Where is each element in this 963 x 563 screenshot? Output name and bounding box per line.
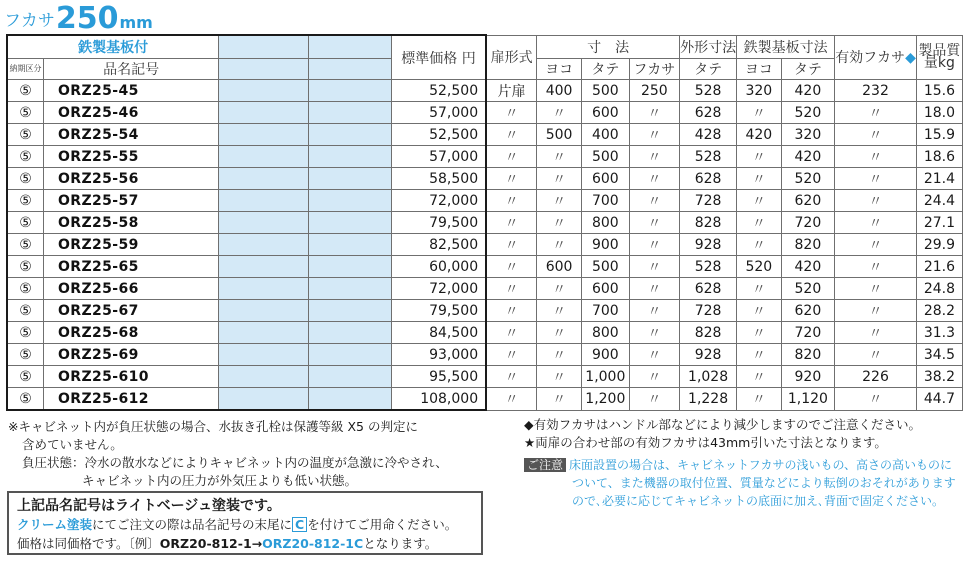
dim-height: 400	[582, 124, 630, 146]
part-number: ORZ25-54	[43, 124, 218, 146]
plate-width: 〃	[737, 146, 782, 168]
dim-width: 〃	[537, 168, 582, 190]
dim-width: 〃	[537, 366, 582, 388]
caution-note	[524, 456, 956, 510]
header-blank-3	[219, 59, 309, 80]
dim-width: 〃	[537, 322, 582, 344]
dim-depth: 〃	[629, 388, 679, 411]
effective-depth: 〃	[835, 322, 917, 344]
dim-depth: 〃	[629, 234, 679, 256]
box-headline: 上記品名記号はライトベージュ塗装です。	[17, 498, 281, 514]
outer-height: 1,228	[680, 388, 737, 411]
weight: 28.2	[916, 300, 962, 322]
door-type: 〃	[486, 300, 537, 322]
blank-cell	[219, 322, 309, 344]
door-type: 〃	[486, 234, 537, 256]
note-line: キャビネット内の圧力が外気圧よりも低い状態。	[82, 473, 358, 488]
dim-depth: 〃	[629, 212, 679, 234]
example-to: ORZ20-812-1C	[262, 536, 364, 551]
effective-depth: 〃	[835, 300, 917, 322]
weight: 34.5	[916, 344, 962, 366]
blank-cell	[309, 278, 392, 300]
outer-height: 628	[680, 168, 737, 190]
dim-depth: 〃	[629, 190, 679, 212]
weight: 15.9	[916, 124, 962, 146]
note-line: 含めていません。	[22, 437, 123, 452]
table-row	[7, 388, 963, 411]
plate-height: 420	[781, 80, 835, 102]
part-number: ORZ25-69	[43, 344, 218, 366]
dim-width: 〃	[537, 278, 582, 300]
blank-cell	[219, 168, 309, 190]
weight: 27.1	[916, 212, 962, 234]
effective-depth: 〃	[835, 388, 917, 411]
price: 93,000	[391, 344, 486, 366]
header-blank-1	[219, 35, 309, 59]
dim-height: 600	[582, 168, 630, 190]
table-row	[7, 102, 963, 124]
plate-height: 820	[781, 344, 835, 366]
part-number: ORZ25-58	[43, 212, 218, 234]
blank-cell	[219, 190, 309, 212]
effective-depth: 〃	[835, 256, 917, 278]
plate-height: 420	[781, 146, 835, 168]
blank-cell	[309, 124, 392, 146]
note-line: ★両扉の合わせ部の有効フカサは43mm引いた寸法となります。	[524, 435, 887, 450]
effective-depth: 〃	[835, 146, 917, 168]
price: 52,500	[391, 80, 486, 102]
color-order-box	[7, 491, 483, 555]
dim-height: 1,000	[582, 366, 630, 388]
blank-cell	[219, 146, 309, 168]
title-prefix: フカサ	[4, 11, 55, 31]
effective-depth: 〃	[835, 190, 917, 212]
outer-height: 528	[680, 256, 737, 278]
dim-width: 〃	[537, 344, 582, 366]
price: 60,000	[391, 256, 486, 278]
dim-depth: 〃	[629, 300, 679, 322]
header-plate-width: ヨコ	[737, 59, 782, 80]
weight: 24.8	[916, 278, 962, 300]
plate-height: 520	[781, 278, 835, 300]
table-row	[7, 212, 963, 234]
outer-height: 928	[680, 344, 737, 366]
delivery-icon: ⑤	[7, 102, 43, 124]
blank-cell	[219, 256, 309, 278]
dim-height: 600	[582, 102, 630, 124]
plate-width: 〃	[737, 102, 782, 124]
dim-height: 700	[582, 190, 630, 212]
delivery-icon: ⑤	[7, 366, 43, 388]
plate-height: 620	[781, 300, 835, 322]
price: 108,000	[391, 388, 486, 411]
weight: 18.6	[916, 146, 962, 168]
blank-cell	[309, 344, 392, 366]
dim-width: 〃	[537, 190, 582, 212]
door-type: 〃	[486, 322, 537, 344]
table-row	[7, 344, 963, 366]
plate-height: 520	[781, 102, 835, 124]
blank-cell	[309, 366, 392, 388]
effective-depth: 〃	[835, 234, 917, 256]
header-effective-depth: 有効フカサ◆	[835, 35, 917, 80]
header-dimensions: 寸 法	[537, 35, 680, 59]
blank-cell	[219, 124, 309, 146]
table-row	[7, 278, 963, 300]
caution-badge: ご注意	[524, 458, 566, 472]
part-number: ORZ25-56	[43, 168, 218, 190]
weight: 44.7	[916, 388, 962, 411]
delivery-icon: ⑤	[7, 168, 43, 190]
dim-depth: 〃	[629, 168, 679, 190]
part-number: ORZ25-612	[43, 388, 218, 411]
cream-paint-label: クリーム塗装	[17, 517, 93, 532]
blank-cell	[309, 234, 392, 256]
dim-width: 400	[537, 80, 582, 102]
plate-width: 〃	[737, 344, 782, 366]
dim-height: 500	[582, 146, 630, 168]
delivery-icon: ⑤	[7, 212, 43, 234]
price: 95,500	[391, 366, 486, 388]
part-number: ORZ25-67	[43, 300, 218, 322]
delivery-icon: ⑤	[7, 124, 43, 146]
dim-depth: 〃	[629, 124, 679, 146]
price: 52,500	[391, 124, 486, 146]
plate-width: 〃	[737, 212, 782, 234]
blank-cell	[309, 388, 392, 411]
blank-cell	[219, 300, 309, 322]
door-type: 〃	[486, 344, 537, 366]
plate-height: 820	[781, 234, 835, 256]
effective-depth: 〃	[835, 344, 917, 366]
c-suffix-badge: C	[292, 517, 307, 532]
plate-width: 420	[737, 124, 782, 146]
weight: 24.4	[916, 190, 962, 212]
door-type: 〃	[486, 124, 537, 146]
door-type: 〃	[486, 278, 537, 300]
plate-height: 720	[781, 212, 835, 234]
header-blank-2	[309, 35, 392, 59]
weight: 29.9	[916, 234, 962, 256]
part-number: ORZ25-45	[43, 80, 218, 102]
price: 58,500	[391, 168, 486, 190]
caution-line: 床面設置の場合は、キャビネットフカサの浅いもの、高さの高いものに	[569, 458, 953, 472]
table-row	[7, 256, 963, 278]
weight: 31.3	[916, 322, 962, 344]
weight: 21.4	[916, 168, 962, 190]
dim-depth: 〃	[629, 366, 679, 388]
table-row	[7, 168, 963, 190]
note-line: 負圧状態：冷水の散水などによりキャビネット内の温度が急激に冷やされ、	[22, 455, 448, 470]
caution-line: ので､必要に応じてキャビネットの底面に加え､背面で固定ください｡	[572, 494, 939, 508]
door-type: 〃	[486, 256, 537, 278]
outer-height: 628	[680, 102, 737, 124]
delivery-icon: ⑤	[7, 278, 43, 300]
plate-height: 520	[781, 168, 835, 190]
header-dim-depth: フカサ	[629, 59, 679, 80]
blank-cell	[309, 102, 392, 124]
table-row	[7, 322, 963, 344]
plate-width: 〃	[737, 234, 782, 256]
outer-height: 728	[680, 300, 737, 322]
outer-height: 728	[680, 190, 737, 212]
price: 82,500	[391, 234, 486, 256]
blank-cell	[219, 344, 309, 366]
dim-height: 900	[582, 234, 630, 256]
dim-depth: 〃	[629, 102, 679, 124]
plate-height: 320	[781, 124, 835, 146]
dim-height: 500	[582, 256, 630, 278]
delivery-icon: ⑤	[7, 190, 43, 212]
note-effective-depth	[524, 416, 921, 452]
dim-width: 〃	[537, 234, 582, 256]
blank-cell	[309, 212, 392, 234]
outer-height: 828	[680, 322, 737, 344]
plate-width: 〃	[737, 322, 782, 344]
outer-height: 428	[680, 124, 737, 146]
dim-depth: 〃	[629, 322, 679, 344]
box-line-2: クリーム塗装にてご注文の際は品名記号の末尾に C を付けてご用命ください。	[17, 517, 458, 532]
weight: 21.6	[916, 256, 962, 278]
dim-width: 〃	[537, 212, 582, 234]
blank-cell	[309, 190, 392, 212]
part-number: ORZ25-57	[43, 190, 218, 212]
header-price: 標準価格 円	[391, 35, 486, 80]
part-number: ORZ25-55	[43, 146, 218, 168]
part-number: ORZ25-66	[43, 278, 218, 300]
part-number: ORZ25-610	[43, 366, 218, 388]
weight: 18.0	[916, 102, 962, 124]
dim-width: 500	[537, 124, 582, 146]
plate-height: 420	[781, 256, 835, 278]
blank-cell	[309, 322, 392, 344]
door-type: 〃	[486, 388, 537, 411]
title-unit: mm	[119, 13, 153, 32]
plate-width: 〃	[737, 366, 782, 388]
table-row	[7, 146, 963, 168]
dim-depth: 250	[629, 80, 679, 102]
delivery-icon: ⑤	[7, 80, 43, 102]
title-depth: 250	[55, 1, 119, 36]
dim-height: 800	[582, 212, 630, 234]
price: 72,000	[391, 190, 486, 212]
outer-height: 928	[680, 234, 737, 256]
delivery-icon: ⑤	[7, 322, 43, 344]
dim-width: 600	[537, 256, 582, 278]
dim-width: 〃	[537, 102, 582, 124]
effective-depth: 〃	[835, 124, 917, 146]
price: 84,500	[391, 322, 486, 344]
outer-height: 528	[680, 80, 737, 102]
header-outer-height: タテ	[680, 59, 737, 80]
plate-width: 〃	[737, 300, 782, 322]
caution-line: ついて、また機器の取付位置、質量などにより転倒のおそれがあります	[572, 476, 956, 490]
dim-height: 800	[582, 322, 630, 344]
effective-depth: 〃	[835, 102, 917, 124]
header-blank-4	[309, 59, 392, 80]
plate-height: 1,120	[781, 388, 835, 411]
delivery-icon: ⑤	[7, 388, 43, 411]
depth-title	[4, 0, 153, 34]
part-number: ORZ25-68	[43, 322, 218, 344]
door-type: 片扉	[486, 80, 537, 102]
table-row	[7, 234, 963, 256]
price: 57,000	[391, 146, 486, 168]
blank-cell	[309, 146, 392, 168]
blank-cell	[219, 366, 309, 388]
dim-depth: 〃	[629, 256, 679, 278]
plate-width: 〃	[737, 168, 782, 190]
price: 79,500	[391, 300, 486, 322]
dim-width: 〃	[537, 300, 582, 322]
note-negative-pressure	[8, 418, 448, 490]
dim-width: 〃	[537, 388, 582, 411]
effective-depth: 〃	[835, 278, 917, 300]
header-plate-height: タテ	[781, 59, 835, 80]
plate-height: 920	[781, 366, 835, 388]
outer-height: 528	[680, 146, 737, 168]
door-type: 〃	[486, 146, 537, 168]
weight: 38.2	[916, 366, 962, 388]
header-dim-width: ヨコ	[537, 59, 582, 80]
blank-cell	[219, 80, 309, 102]
plate-width: 〃	[737, 190, 782, 212]
outer-height: 628	[680, 278, 737, 300]
plate-width: 520	[737, 256, 782, 278]
plate-height: 720	[781, 322, 835, 344]
note-line: ◆有効フカサはハンドル部などにより減少しますのでご注意ください。	[524, 417, 921, 432]
delivery-icon: ⑤	[7, 344, 43, 366]
header-weight: 製品質量kg	[916, 35, 962, 80]
dim-depth: 〃	[629, 278, 679, 300]
door-type: 〃	[486, 102, 537, 124]
delivery-icon: ⑤	[7, 234, 43, 256]
header-plate: 鉄製基板寸法	[737, 35, 835, 59]
header-door: 扉形式	[486, 35, 537, 80]
effective-depth: 226	[835, 366, 917, 388]
plate-height: 620	[781, 190, 835, 212]
door-type: 〃	[486, 190, 537, 212]
table-row	[7, 80, 963, 102]
effective-depth: 232	[835, 80, 917, 102]
delivery-icon: ⑤	[7, 256, 43, 278]
table-row	[7, 366, 963, 388]
door-type: 〃	[486, 212, 537, 234]
note-line: ※キャビネット内が負圧状態の場合、水抜き孔栓は保護等級 X5 の判定に	[8, 419, 418, 434]
blank-cell	[309, 80, 392, 102]
delivery-icon: ⑤	[7, 300, 43, 322]
header-dim-height: タテ	[582, 59, 630, 80]
door-type: 〃	[486, 168, 537, 190]
price: 72,000	[391, 278, 486, 300]
dim-depth: 〃	[629, 146, 679, 168]
part-number: ORZ25-59	[43, 234, 218, 256]
part-number: ORZ25-46	[43, 102, 218, 124]
dim-height: 500	[582, 80, 630, 102]
delivery-icon: ⑤	[7, 146, 43, 168]
table-row	[7, 124, 963, 146]
header-part: 品名記号	[43, 59, 218, 80]
blank-cell	[309, 168, 392, 190]
plate-width: 〃	[737, 388, 782, 411]
outer-height: 828	[680, 212, 737, 234]
part-number: ORZ25-65	[43, 256, 218, 278]
blank-cell	[219, 212, 309, 234]
dim-height: 700	[582, 300, 630, 322]
plate-width: 〃	[737, 278, 782, 300]
blank-cell	[219, 102, 309, 124]
effective-depth: 〃	[835, 212, 917, 234]
blank-cell	[219, 234, 309, 256]
header-delivery: 納期区分	[7, 59, 43, 80]
weight: 15.6	[916, 80, 962, 102]
effective-depth: 〃	[835, 168, 917, 190]
dim-height: 1,200	[582, 388, 630, 411]
plate-width: 320	[737, 80, 782, 102]
dim-width: 〃	[537, 146, 582, 168]
spec-table	[6, 34, 963, 411]
blank-cell	[219, 278, 309, 300]
box-line-3: 価格は同価格です。〔例〕ORZ20-812-1→ORZ20-812-1Cとなります。	[17, 536, 438, 551]
dim-height: 900	[582, 344, 630, 366]
price: 57,000	[391, 102, 486, 124]
header-group: 鉄製基板付	[7, 35, 219, 59]
header-outer: 外形寸法	[680, 35, 737, 59]
blank-cell	[309, 300, 392, 322]
table-row	[7, 190, 963, 212]
dim-height: 600	[582, 278, 630, 300]
blank-cell	[309, 256, 392, 278]
price: 79,500	[391, 212, 486, 234]
table-row	[7, 300, 963, 322]
example-from: ORZ20-812-1→	[159, 536, 263, 551]
door-type: 〃	[486, 366, 537, 388]
outer-height: 1,028	[680, 366, 737, 388]
dim-depth: 〃	[629, 344, 679, 366]
blank-cell	[219, 388, 309, 411]
